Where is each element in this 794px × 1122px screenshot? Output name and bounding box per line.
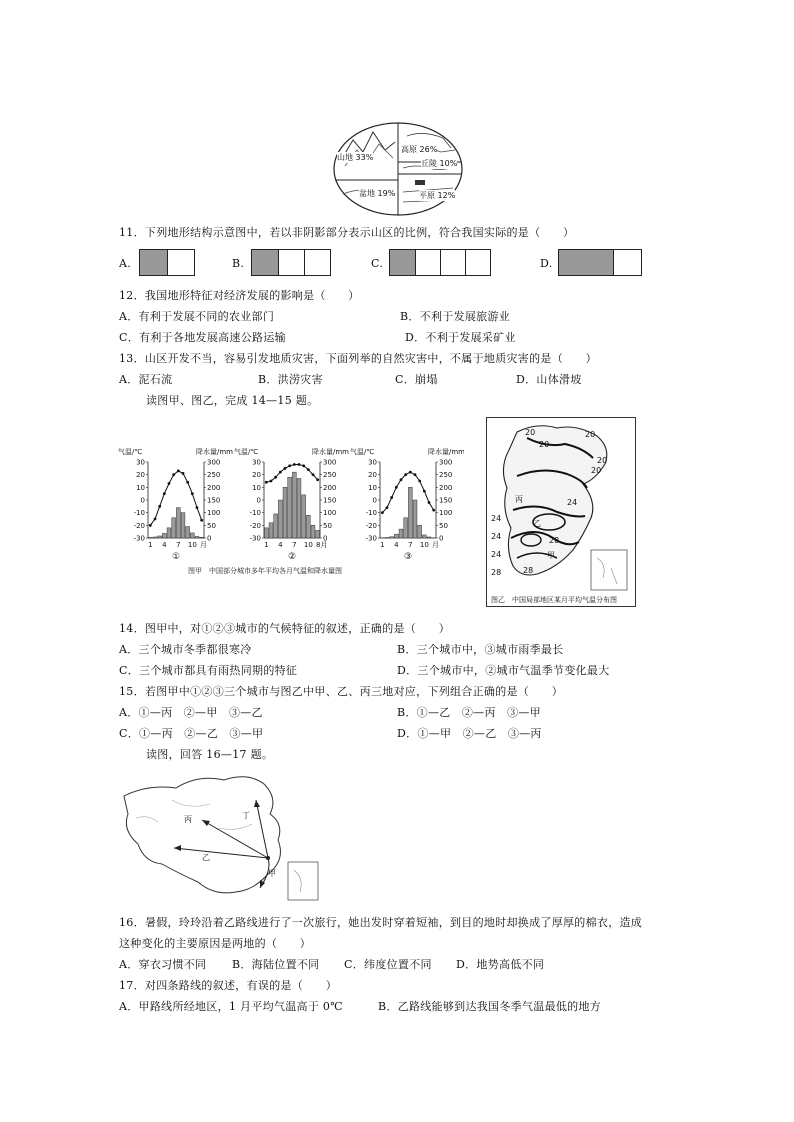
q11-option-b-diagram (251, 249, 331, 276)
isotherm-value-1: 20 (525, 428, 536, 437)
chart3-temp-point (418, 480, 421, 483)
chart3-precip-bar (413, 500, 417, 538)
q14-option-c: C．三个城市都具有雨热同期的特征 (119, 664, 298, 677)
q15-option-a: A．①—丙 ②—甲 ③—乙 (119, 706, 263, 719)
intro-14-15: 读图甲、图乙，完成 14—15 题。 (146, 394, 319, 407)
chart1-temp-tick-label: 0 (140, 496, 145, 505)
chart2-precip-bar (302, 495, 306, 538)
chart1-temp-axis-label: 气温/℃ (118, 448, 143, 456)
q13-option-b: B．洪涝灾害 (258, 373, 323, 386)
chart1-precip-bar (148, 537, 152, 538)
chart3-temp-point (381, 511, 384, 514)
q16-option-b: B．海陆位置不同 (232, 958, 320, 971)
chart1-temp-line (150, 471, 201, 525)
chart2-temp-tick-label: 20 (252, 471, 261, 480)
chart1-temp-tick-label: 20 (136, 471, 145, 480)
chart3-temp-tick-label: -20 (365, 521, 377, 530)
chart2-precip-bar (269, 523, 273, 538)
chart1-precip-bar (200, 537, 204, 538)
chart3-temp-point (432, 509, 435, 512)
chart3-temp-point (386, 506, 389, 509)
chart2-x-tick-label: 1 (264, 541, 269, 549)
chart1-temp-point (191, 492, 194, 495)
chart2-precip-tick-label: 300 (323, 458, 337, 467)
chart1-temp-tick-label: -30 (133, 534, 145, 543)
chart2-precip-tick-label: 250 (323, 471, 337, 480)
chart2-temp-point (312, 473, 315, 476)
chart3-precip-bar (394, 534, 398, 538)
chart3-temp-line (382, 472, 433, 513)
chart2-temp-point (274, 476, 277, 479)
chart2-precip-tick-label: 50 (323, 521, 332, 530)
q15-option-d: D．①—甲 ②—乙 ③—丙 (397, 727, 542, 740)
isotherm-value-7: 24 (491, 514, 502, 523)
chart1-x-tick-label: 1 (148, 541, 153, 549)
chart3-temp-point (409, 471, 412, 474)
climate-charts-svg (118, 440, 464, 580)
chart2-precip-bar (283, 487, 287, 538)
chart1-precip-bar (195, 536, 199, 538)
chart3-precip-bar (408, 487, 412, 538)
chart2-precip-bar (274, 514, 278, 538)
chart2-precip-bar (292, 472, 296, 538)
terrain-pie-figure (333, 122, 463, 217)
chart1-precip-bar (190, 533, 194, 538)
chart3-precip-bar (390, 537, 394, 538)
chart1-temp-point (186, 481, 189, 484)
chart3-x-tick-label: 1 (380, 541, 385, 549)
route-ding: 丁 (242, 811, 250, 820)
chart3-precip-bar (418, 525, 422, 538)
chart3-temp-tick-label: 0 (372, 496, 377, 505)
chart1-temp-tick-label: 10 (136, 483, 145, 492)
chart3-temp-point (414, 473, 417, 476)
label-plain: 平原 12% (419, 191, 456, 200)
chart2-precip-bar (297, 478, 301, 538)
chart2-x-tick-label: 4 (278, 541, 283, 549)
q11-option-d-label: D. (540, 257, 553, 270)
chart2-temp-tick-label: -20 (249, 521, 261, 530)
chart3-temp-tick-label: 30 (368, 458, 377, 467)
chart1-precip-bar (162, 533, 166, 538)
q17-option-b: B．乙路线能够到达我国冬季气温最低的地方 (378, 1000, 602, 1013)
chart3-temp-tick-label: 10 (368, 483, 377, 492)
chart2-precip-tick-label: 0 (323, 534, 328, 543)
chart1-temp-point (149, 524, 152, 527)
q11-option-d-diagram (558, 249, 642, 276)
isotherm-value-3: 20 (585, 430, 596, 439)
chart2-precip-bar (278, 500, 282, 538)
q12-option-a: A．有利于发展不同的农业部门 (119, 310, 275, 323)
chart1-precip-bar (158, 536, 162, 538)
chart1-precip-tick-label: 0 (207, 534, 212, 543)
chart2-temp-point (270, 480, 273, 483)
chart1-temp-point (158, 505, 161, 508)
chart1-precip-tick-label: 200 (207, 483, 221, 492)
q13-option-d: D．山体滑坡 (516, 373, 582, 386)
chart1-precip-bar (167, 528, 171, 538)
chart1-precip-bar (176, 508, 180, 538)
isotherm-caption: 图乙 中国局部地区某月平均气温分布图 (491, 596, 617, 604)
isotherm-map-svg (487, 418, 635, 594)
isotherm-value-12: 28 (523, 566, 534, 575)
route-jia: 甲 (268, 869, 276, 878)
q14-option-a: A．三个城市冬季都很寒冷 (119, 643, 252, 656)
chart1-precip-tick-label: 150 (207, 496, 221, 505)
chart2-precip-bar (316, 530, 320, 538)
chart1-temp-tick-label: 30 (136, 458, 145, 467)
chart2-temp-tick-label: -30 (249, 534, 261, 543)
isotherm-value-6: 24 (567, 498, 578, 507)
chart2-temp-point (298, 463, 301, 466)
chart2-temp-point (288, 464, 291, 467)
chart2-temp-axis-label: 气温/℃ (234, 448, 259, 456)
chart2-temp-point (316, 478, 319, 481)
chart3-precip-tick-label: 0 (439, 534, 444, 543)
chart3-temp-point (395, 486, 398, 489)
chart1-temp-tick-label: -10 (133, 509, 145, 518)
chart2-temp-line (266, 465, 317, 483)
route-yi: 乙 (202, 853, 210, 862)
q14-option-d: D．三个城市中，②城市气温季节变化最大 (397, 664, 610, 677)
q11-option-a-diagram (139, 249, 195, 276)
chart3-precip-tick-label: 250 (439, 471, 453, 480)
chart2-precip-tick-label: 150 (323, 496, 337, 505)
chart2-x-tick-label: 7 (292, 541, 297, 549)
isotherm-value-11: 28 (549, 536, 560, 545)
intro-16-17: 读图，回答 16—17 题。 (146, 748, 274, 761)
chart2-temp-point (265, 481, 268, 484)
chart3-precip-tick-label: 150 (439, 496, 453, 505)
q13-text: 13．山区开发不当，容易引发地质灾害，下面列举的自然灾害中，不属于地质灾害的是（ ） (119, 352, 597, 365)
chart3-temp-point (390, 496, 393, 499)
isotherm-value-4: 20 (597, 456, 608, 465)
chart2-precip-tick-label: 100 (323, 509, 337, 518)
chart3-precip-tick-label: 300 (439, 458, 453, 467)
q13-option-c: C．崩塌 (395, 373, 438, 386)
q16-text-line1: 16．暑假，玲玲沿着乙路线进行了一次旅行，她出发时穿着短袖，到目的地时却换成了厚厚的棉衣，造成 (119, 916, 643, 929)
chart1-x-tick-label: 4 (162, 541, 167, 549)
chart2-temp-point (279, 471, 282, 474)
chart3-precip-bar (385, 537, 389, 538)
chart1-precip-bar (186, 527, 190, 538)
chart2-temp-tick-label: -10 (249, 509, 261, 518)
q15-option-b: B．①—乙 ②—丙 ③—甲 (397, 706, 541, 719)
chart3-temp-tick-label: -30 (365, 534, 377, 543)
chart2-precip-bar (311, 525, 315, 538)
chart1-precip-bar (172, 518, 176, 538)
chart1-temp-point (172, 473, 175, 476)
chart1-precip-tick-label: 100 (207, 509, 221, 518)
chart3-precip-bar (399, 529, 403, 538)
chart1-x-unit: 月 (200, 541, 207, 549)
chart1-x-tick-label: 10 (187, 541, 197, 549)
label-mountain: 山地 33% (337, 153, 374, 162)
chart2-temp-point (293, 463, 296, 466)
chart1-temp-point (196, 506, 199, 509)
chart3-precip-axis-label: 降水量/mm (428, 448, 464, 456)
label-hills: 丘陵 10% (421, 159, 458, 168)
q11-option-a-label: A. (119, 257, 132, 270)
chart1-temp-point (168, 482, 171, 485)
chart1-precip-bar (181, 513, 185, 538)
chart3-temp-tick-label: -10 (365, 509, 377, 518)
q17-option-a: A．甲路线所经地区，1 月平均气温高于 0℃ (119, 1000, 343, 1013)
isotherm-value-8: 24 (491, 532, 502, 541)
chart1-temp-point (182, 472, 185, 475)
q14-option-b: B．三个城市中，③城市雨季最长 (397, 643, 564, 656)
chart3-x-tick-label: 4 (394, 541, 399, 549)
chart3-precip-bar (427, 537, 431, 538)
chart3-temp-point (423, 490, 426, 493)
chart3-temp-point (428, 501, 431, 504)
q12-option-c: C．有利于各地发展高速公路运输 (119, 331, 286, 344)
chart2-precip-tick-label: 200 (323, 483, 337, 492)
chart2-temp-point (284, 467, 287, 470)
q16-option-a: A．穿衣习惯不同 (119, 958, 207, 971)
q11-option-c-label: C. (371, 257, 384, 270)
chart2-precip-bar (306, 515, 310, 538)
chart3-precip-tick-label: 200 (439, 483, 453, 492)
q16-option-c: C．纬度位置不同 (344, 958, 432, 971)
route-map-figure (118, 770, 328, 905)
q13-option-a: A．泥石流 (119, 373, 173, 386)
chart1-temp-tick-label: -20 (133, 521, 145, 530)
chart2-temp-tick-label: 0 (256, 496, 261, 505)
chart3-id: ③ (403, 552, 413, 562)
route-bing: 丙 (184, 815, 192, 824)
q15-text: 15．若图甲中①②③三个城市与图乙中甲、乙、丙三地对应，下列组合正确的是（ ） (119, 685, 563, 698)
q11-text: 11．下列地形结构示意图中，若以非阴影部分表示山区的比例，符合我国实际的是（ ） (119, 226, 575, 239)
place-jia: 甲 (547, 551, 555, 560)
isotherm-value-10: 28 (491, 568, 502, 577)
climate-caption: 图甲 中国部分城市多年平均各月气温和降水量图 (188, 567, 342, 575)
chart1-precip-tick-label: 250 (207, 471, 221, 480)
chart3-temp-point (400, 478, 403, 481)
chart3-precip-bar (404, 518, 408, 538)
chart1-temp-point (154, 518, 157, 521)
chart1-temp-point (177, 469, 180, 472)
isotherm-value-2: 20 (539, 440, 550, 449)
chart3-precip-tick-label: 50 (439, 521, 448, 530)
chart3-temp-axis-label: 气温/℃ (350, 448, 375, 456)
isotherm-map-figure (486, 417, 636, 607)
q12-text: 12．我国地形特征对经济发展的影响是（ ） (119, 289, 360, 302)
chart1-temp-point (163, 492, 166, 495)
chart2-id: ② (287, 552, 297, 562)
place-bing: 丙 (515, 495, 523, 504)
chart1-precip-tick-label: 50 (207, 521, 216, 530)
chart3-temp-tick-label: 20 (368, 471, 377, 480)
chart3-temp-point (404, 473, 407, 476)
q15-option-c: C．①—丙 ②—乙 ③—甲 (119, 727, 264, 740)
q17-text: 17．对四条路线的叙述，有误的是（ ） (119, 979, 337, 992)
chart1-precip-tick-label: 300 (207, 458, 221, 467)
chart2-precip-bar (264, 528, 268, 538)
label-plateau: 高原 26% (401, 145, 438, 154)
q11-option-c-diagram (389, 249, 491, 276)
chart1-precip-axis-label: 降水量/mm (196, 448, 233, 456)
chart2-temp-point (302, 464, 305, 467)
q12-option-b: B．不利于发展旅游业 (400, 310, 511, 323)
chart1-id: ① (171, 552, 181, 562)
chart3-x-tick-label: 7 (408, 541, 413, 549)
chart1-precip-bar (153, 537, 157, 538)
chart2-x-tick-label: 10 (303, 541, 313, 549)
chart3-x-unit: 月 (432, 541, 439, 549)
q16-text-line2: 这种变化的主要原因是两地的（ ） (119, 937, 312, 950)
climate-charts-figure (118, 440, 464, 580)
chart1-x-tick-label: 7 (176, 541, 181, 549)
isotherm-value-9: 24 (491, 550, 502, 559)
q14-text: 14．图甲中，对①②③城市的气候特征的叙述，正确的是（ ） (119, 622, 450, 635)
chart2-x-unit: 8月 (316, 541, 328, 549)
q11-option-b-label: B. (232, 257, 245, 270)
chart2-precip-axis-label: 降水量/mm (312, 448, 349, 456)
chart3-x-tick-label: 10 (419, 541, 429, 549)
place-yi: 乙 (533, 519, 541, 528)
q16-option-d: D．地势高低不同 (456, 958, 545, 971)
chart2-precip-bar (288, 477, 292, 538)
chart2-temp-tick-label: 10 (252, 483, 261, 492)
isotherm-value-5: 20 (591, 466, 602, 475)
chart2-temp-point (307, 468, 310, 471)
chart1-temp-point (200, 519, 203, 522)
label-basin: 盆地 19% (359, 189, 396, 198)
q12-option-d: D．不利于发展采矿业 (405, 331, 516, 344)
chart3-precip-bar (422, 535, 426, 538)
chart2-temp-tick-label: 30 (252, 458, 261, 467)
chart3-precip-tick-label: 100 (439, 509, 453, 518)
